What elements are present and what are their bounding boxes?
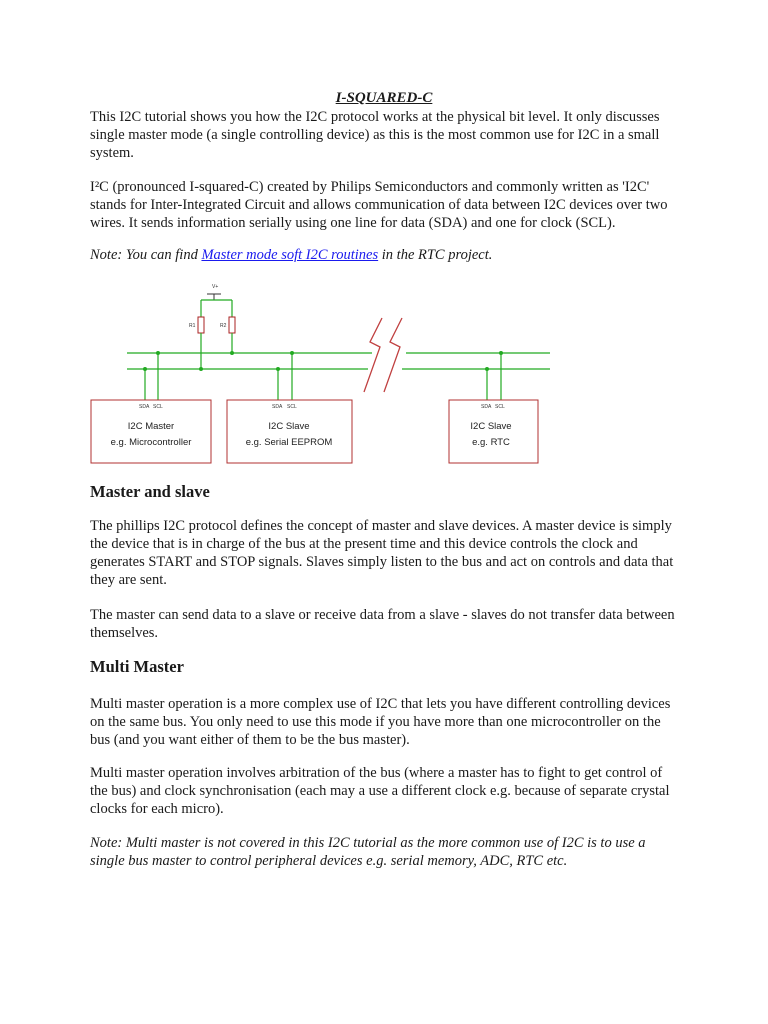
multi-master-note: Note: Multi master is not covered in this I2C tutorial as the more common use of I2C is to use a single bus master to control peripheral devices e.g. serial memory, ADC, RTC etc.	[90, 835, 646, 869]
eeprom-device-example: e.g. Serial EEPROM	[245, 437, 333, 448]
rtc-sda-pin-label: SDA	[481, 404, 492, 410]
junction-dot	[199, 367, 203, 371]
junction-dot	[156, 351, 160, 355]
section-heading-multi-master: Multi Master	[90, 657, 184, 676]
resistor-r2-label: R2	[220, 323, 227, 329]
section-heading-master-slave: Master and slave	[90, 482, 210, 501]
document-title: I-SQUARED-C	[335, 90, 433, 106]
master-scl-pin-label: SCL	[153, 404, 163, 410]
vcc-label: V+	[212, 284, 219, 290]
note-prefix: Note: You can find	[90, 247, 202, 263]
eeprom-scl-pin-label: SCL	[287, 404, 297, 410]
junction-dot	[230, 351, 234, 355]
bus-break-mark-right	[384, 318, 402, 392]
bus-break-mark-left	[364, 318, 382, 392]
master-slave-paragraph-1: The phillips I2C protocol defines the concept of master and slave devices. A master device is simply the device that is in charge of the bus at the present time and this device controls the clock and generates START and STOP signals. Slaves simply listen to the bus and act on controls and data that they are sent.	[90, 518, 674, 588]
note-rtc-project	[90, 246, 680, 264]
master-sda-pin-label: SDA	[139, 404, 150, 410]
note-suffix: in the RTC project.	[378, 247, 493, 263]
resistor-r1-label: R1	[189, 323, 196, 329]
description-paragraph: I²C (pronounced I-squared-C) created by Philips Semiconductors and commonly written as 'I2C' stands for Inter-Integrated Circuit and allows communication of data between I2C devices over two wires. It sends information serially using one line for data (SDA) and one for clock (SCL).	[90, 179, 668, 231]
rtc-device-example: e.g. RTC	[472, 437, 510, 448]
master-device-example: e.g. Microcontroller	[110, 437, 192, 448]
resistor-r2	[229, 317, 235, 333]
rtc-scl-pin-label: SCL	[495, 404, 505, 410]
junction-dot	[276, 367, 280, 371]
rtc-device-name: I2C Slave	[470, 421, 512, 432]
junction-dot	[499, 351, 503, 355]
multi-master-paragraph-2: Multi master operation involves arbitration of the bus (where a master has to fight to get control of the bus) and clock synchronisation (each may a use a different clock e.g. because of separate crystal clocks for each micro).	[90, 765, 670, 817]
junction-dot	[485, 367, 489, 371]
i2c-bus-diagram	[0, 280, 768, 470]
junction-dot	[143, 367, 147, 371]
resistor-r1	[198, 317, 204, 333]
eeprom-device-name: I2C Slave	[268, 421, 310, 432]
junction-dot	[290, 351, 294, 355]
eeprom-sda-pin-label: SDA	[272, 404, 283, 410]
master-device-name: I2C Master	[127, 421, 175, 432]
intro-paragraph: This I2C tutorial shows you how the I2C protocol works at the physical bit level. It only discusses single master mode (a single controlling device) as this is the most common use for I2C in a small system.	[90, 109, 660, 161]
multi-master-paragraph-1: Multi master operation is a more complex use of I2C that lets you have different controlling devices on the same bus. You only need to use this mode if you have more than one microcontroller on the bus (and you want either of them to be the bus master).	[90, 696, 671, 748]
master-mode-routines-link[interactable]: Master mode soft I2C routines	[201, 247, 379, 263]
master-slave-paragraph-2: The master can send data to a slave or receive data from a slave - slaves do not transfer data between themselves.	[90, 607, 675, 641]
